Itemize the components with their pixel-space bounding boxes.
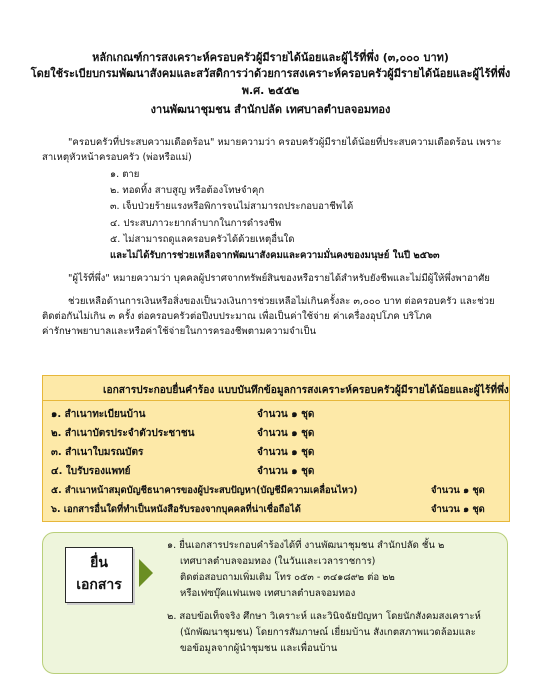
definition1-closing: และไม่ได้รับการช่วยเหลือจากพัฒนาสังคมและความมั่นคงของมนุษย์ ในปี ๒๕๖๓ — [110, 250, 440, 261]
document-item-amount: จำนวน ๑ ชุด — [431, 485, 485, 496]
definition1-item: ๕. ไม่สามารถดูแลครอบครัวได้ด้วยเหตุอื่นใด — [110, 234, 295, 245]
definition1-item: ๒. ทอดทิ้ง สาบสูญ หรือต้องโทษจำคุก — [110, 185, 265, 196]
header-title-line1: หลักเกณฑ์การสงเคราะห์ครอบครัวผู้มีรายได้น้อยและผู้ไร้ที่พึ่ง (๓,๐๐๐ บาท) — [92, 51, 449, 64]
submit-step1-line: หรือเฟซบุ๊คแฟนเพจ เทศบาลตำบลจอมทอง — [180, 588, 356, 599]
assistance-line1: ช่วยเหลือด้านการเงินหรือสิ่งของเป็นวงเงินการช่วยเหลือไม่เกินครั้งละ ๓,๐๐๐ บาท ต่อครอบครัว และช่วย — [68, 296, 495, 307]
definition1-item: ๓. เจ็บป่วยร้ายแรงหรือพิการจนไม่สามารถประกอบอาชีพได้ — [110, 201, 354, 212]
submit-step2-line: ขอข้อมูลจากผู้นำชุมชน และเพื่อนบ้าน — [180, 643, 338, 654]
document-item-label: ๑. สำเนาทะเบียนบ้าน — [51, 409, 146, 420]
document-item-amount: จำนวน ๑ ชุด — [257, 428, 315, 439]
submit-step1-line: เทศบาลตำบลจอมทอง (ในวันและเวลาราชการ) — [180, 556, 376, 567]
definition2-line1: "ผู้ไร้ที่พึ่ง" หมายความว่า บุคคลผู้ปราศจากทรัพย์สินของหรือรายได้สำหรับยังชีพและไม่มีผู้ให้พึ่งพาอาศัย — [68, 273, 490, 284]
submit-box — [42, 532, 508, 674]
documents-box — [42, 375, 510, 522]
submit-step2-line: (นักพัฒนาชุมชน) โดยการสัมภาษณ์ เยี่ยมบ้าน สังเกตสภาพแวดล้อมและ — [180, 627, 476, 638]
assistance-line2: ติดต่อกันไม่เกิน ๓ ครั้ง ต่อครอบครัวต่อปีงบประมาณ เพื่อเป็นค่าใช้จ่าย ค่าเครื่องอุปโภค บริโภค — [42, 311, 432, 322]
document-item-amount: จำนวน ๑ ชุด — [431, 504, 485, 515]
definition1-line1: "ครอบครัวที่ประสบความเดือดร้อน" หมายความว่า ครอบครัวผู้มีรายได้น้อยที่ประสบความเดือดร้อน เพราะ — [68, 137, 502, 148]
submit-tag — [65, 547, 133, 603]
document-item-label: ๒. สำเนาบัตรประจำตัวประชาชน — [51, 428, 195, 439]
submit-tag-line2: เอกสาร — [76, 577, 122, 593]
submit-step2-line: ๒. สอบข้อเท็จจริง ศึกษา วิเคราะห์ และวินิจฉัยปัญหา โดยนักสังคมสงเคราะห์ — [167, 611, 481, 622]
definition1-item: ๔. ประสบภาวะยากลำบากในการดำรงชีพ — [110, 218, 282, 229]
submit-step1-line: ติดต่อสอบถามเพิ่มเติม โทร ๐๕๓ - ๓๔๑๘๙๒ ต่อ ๒๒ — [180, 572, 395, 583]
submit-step1-line: ๑. ยื่นเอกสารประกอบคำร้องได้ที่ งานพัฒนาชุมชน สำนักปลัด ชั้น ๒ — [167, 540, 445, 551]
document-item-label: ๓. สำเนาใบมรณบัตร — [51, 447, 144, 458]
documents-title: เอกสารประกอบยื่นคำร้อง แบบบันทึกข้อมูลการสงเคราะห์ครอบครัวผู้มีรายได้น้อยและผู้ไร้ที่พึ่ง — [103, 385, 509, 396]
document-item-label: ๔. ใบรับรองแพทย์ — [51, 466, 131, 477]
document-item-amount: จำนวน ๑ ชุด — [257, 409, 315, 420]
documents-divider — [43, 400, 509, 401]
document-item-amount: จำนวน ๑ ชุด — [257, 447, 315, 458]
header-title-line2: โดยใช้ระเบียบกรมพัฒนาสังคมและสวัสดิการว่าด้วยการสงเคราะห์ครอบครัวผู้มีรายได้น้อยและผู้ไร้ที่พึ่ง — [30, 67, 511, 80]
definition1-line2: สาเหตุหัวหน้าครอบครัว (พ่อหรือแม่) — [42, 152, 192, 163]
document-item-label: ๕. สำเนาหน้าสมุดบัญชีธนาคารของผู้ประสบปัญหา(บัญชีมีความเคลื่อนไหว) — [51, 485, 358, 496]
assistance-line3: ค่ารักษาพยาบาลและหรือค่าใช้จ่ายในการครองชีพตามความจำเป็น — [42, 326, 317, 337]
document-item-amount: จำนวน ๑ ชุด — [257, 466, 315, 477]
header-office: งานพัฒนาชุมชน สำนักปลัด เทศบาลตำบลจอมทอง — [150, 103, 391, 116]
header-year: พ.ศ. ๒๕๕๒ — [241, 84, 300, 97]
submit-tag-line1: ยื่น — [90, 555, 108, 571]
arrow-right-icon — [139, 559, 153, 587]
document-item-label: ๖. เอกสารอื่นใดที่ทำเป็นหนังสือรับรองจากบุคคลที่น่าเชื่อถือได้ — [51, 504, 301, 515]
definition1-item: ๑. ตาย — [110, 169, 140, 180]
